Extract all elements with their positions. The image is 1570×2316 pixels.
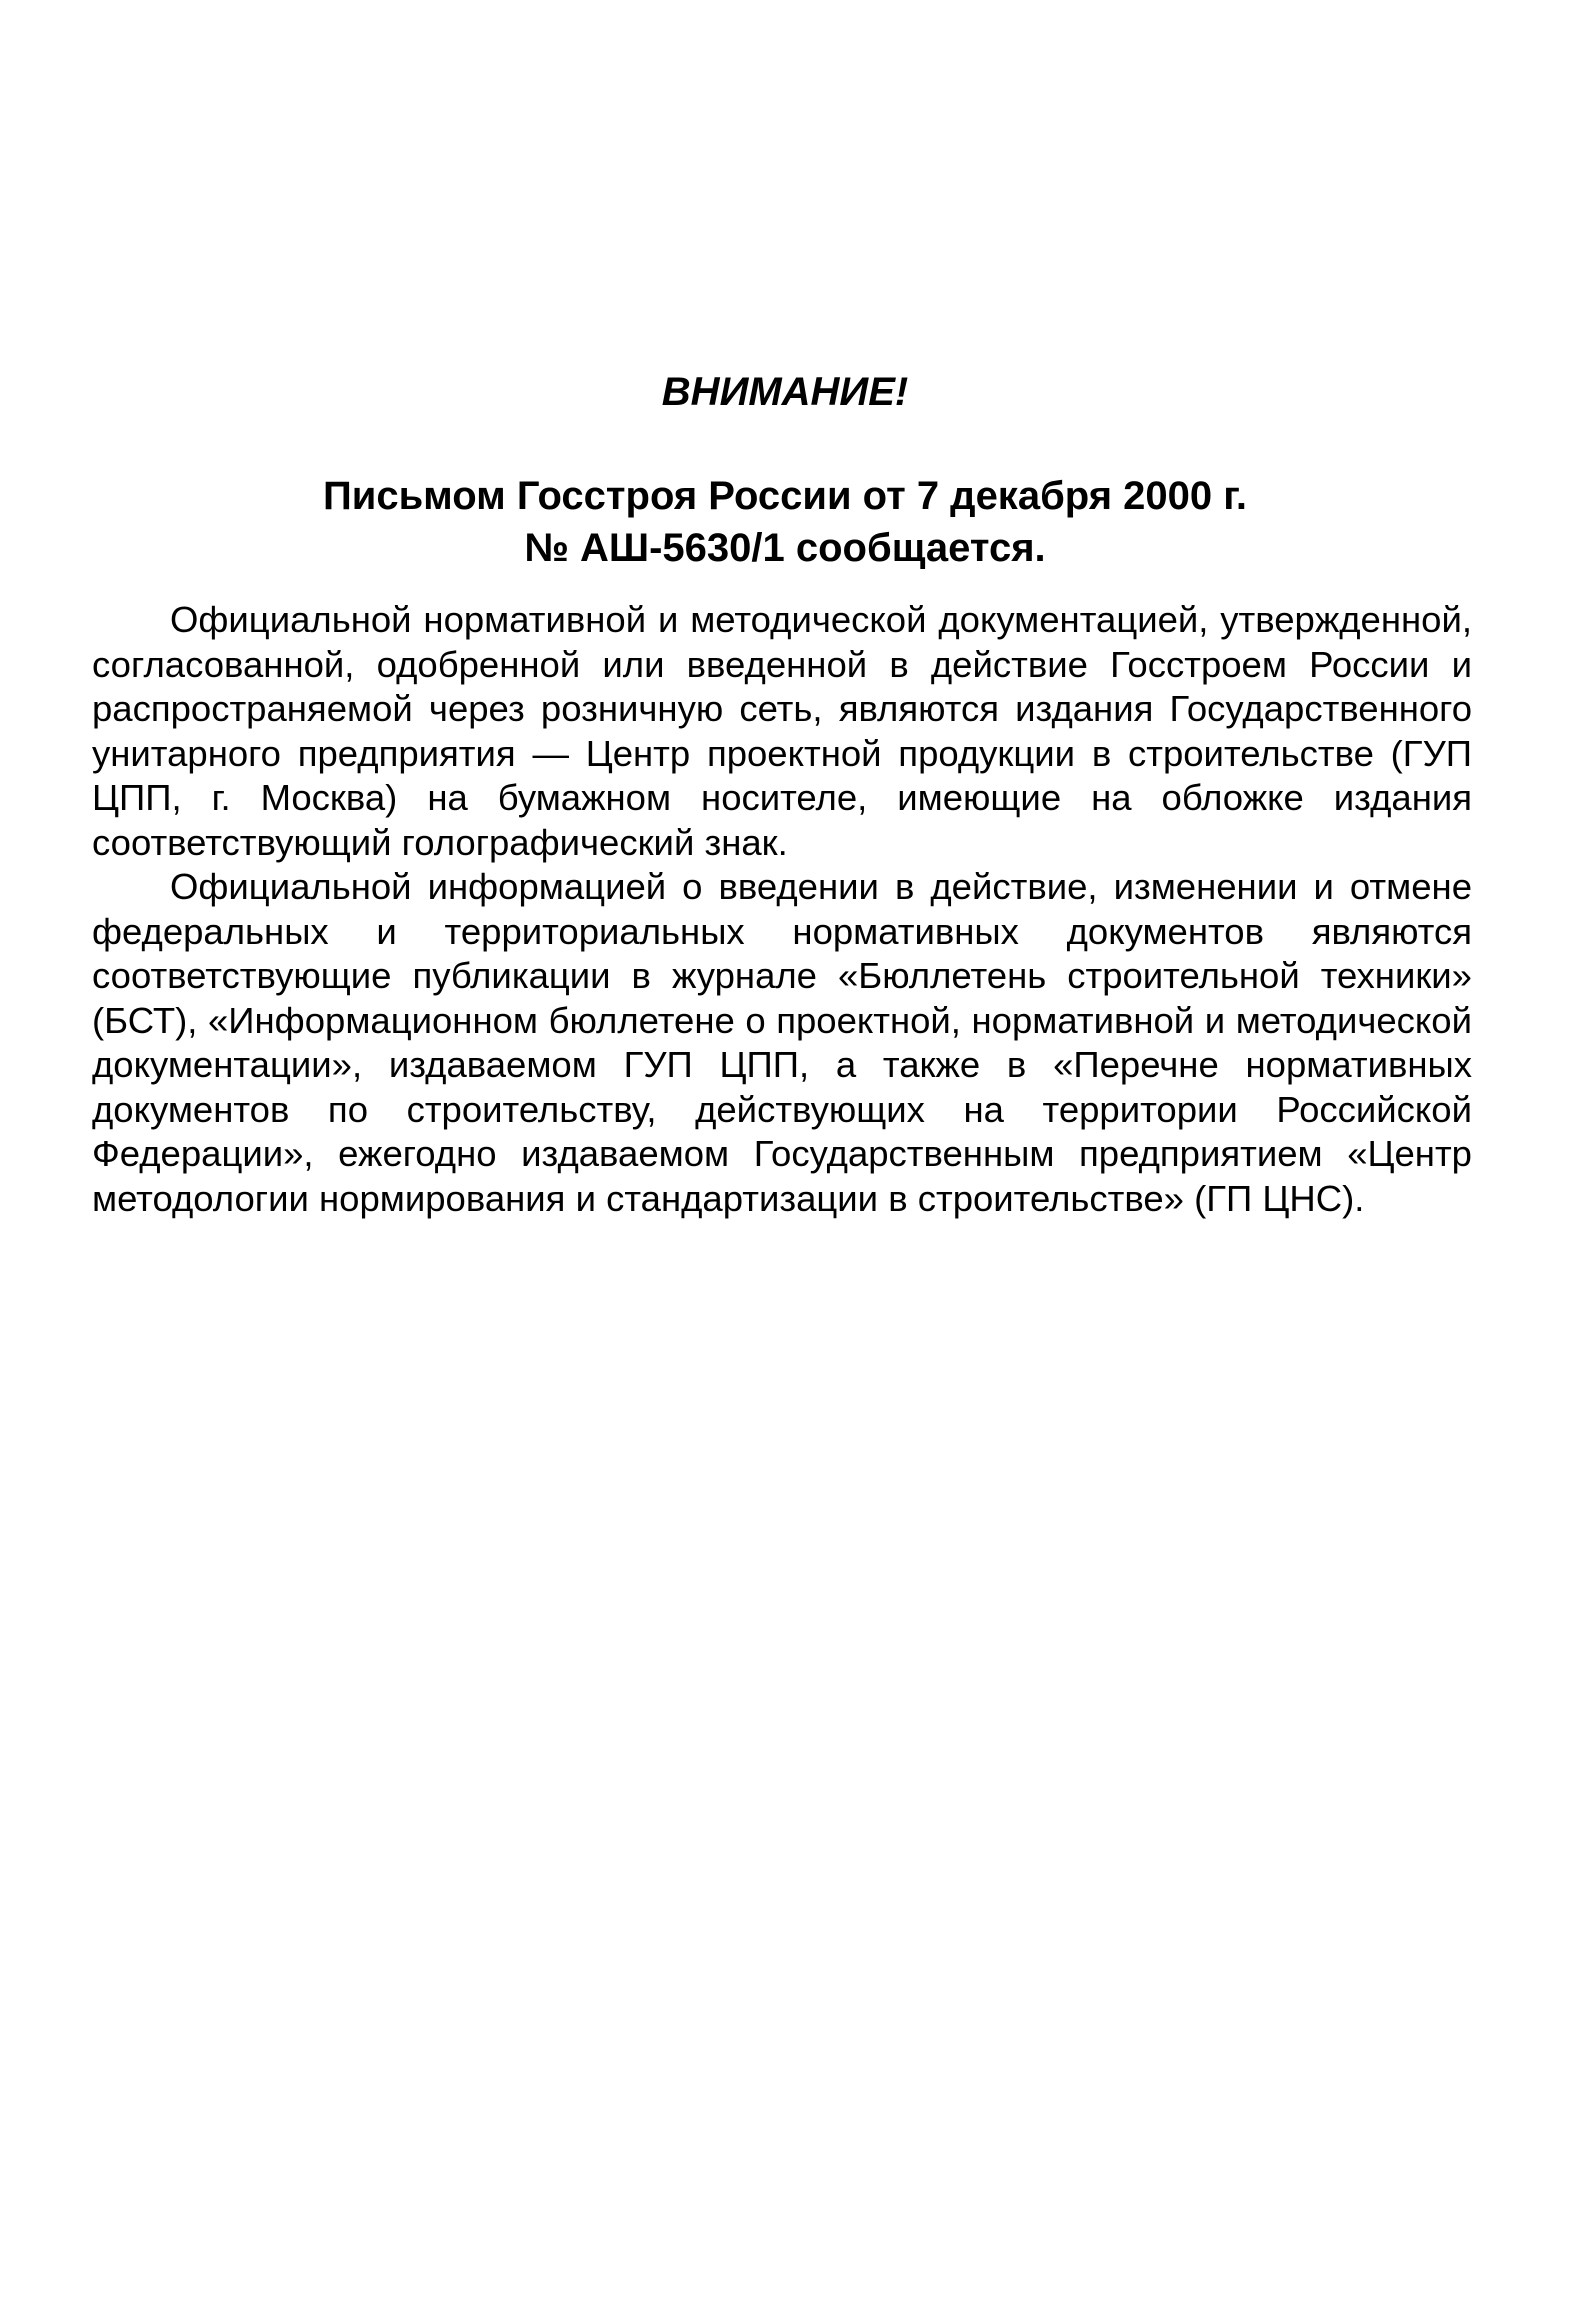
letter-reference <box>0 470 1570 574</box>
letter-reference-line-2: № АШ-5630/1 сообщается. <box>524 526 1046 570</box>
warning-heading: ВНИМАНИЕ! <box>661 370 909 414</box>
notice-body <box>92 598 1472 1221</box>
paragraph-official-documentation: Официальной нормативной и методической документацией, утвержденной, согласованной, одобренной или введенной в действие Госстроем России и распространяемой через розничную сеть, являются издания Государственного унитарного предприятия — Центр проектной продукции в строительстве (ГУП ЦПП, г. Москва) на бумажном носителе, имеющие на обложке издания соответствующий голографический знак. <box>92 599 1472 863</box>
letter-reference-line-1: Письмом Госстроя России от 7 декабря 2000 г. <box>322 474 1248 518</box>
paragraph-official-information: Официальной информацией о введении в действие, изменении и отмене федеральных и территориальных нормативных документов являются соответствующие публикации в журнале «Бюллетень строительной техники» (БСТ), «Информационном бюллетене о проектной, нормативной и методической документации», издаваемом ГУП ЦПП, а также в «Перечне нормативных документов по строительству, действующих на территории Российской Федерации», ежегодно издаваемом Государственным предприятием «Центр методологии нормирования и стандартизации в строительстве» (ГП ЦНС). <box>92 866 1472 1219</box>
